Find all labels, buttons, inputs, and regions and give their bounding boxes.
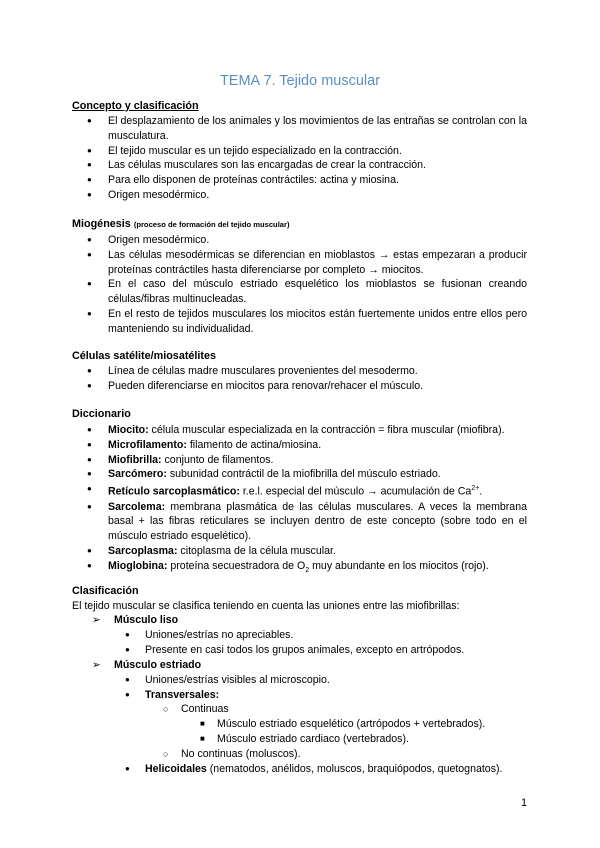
list-item: ■ Músculo estriado cardiaco (vertebrados). xyxy=(217,732,409,747)
definition-item: ● Miocito: célula muscular especializada en la contracción = fibra muscular (miofibra). xyxy=(72,423,527,438)
arrow-item-estriado: ➢ Músculo estriado xyxy=(92,659,202,671)
list-item-no-continuas: ○ No continuas (moluscos). xyxy=(181,747,301,762)
definition-item: ● Miofibrilla: conjunto de filamentos. xyxy=(72,453,527,468)
list-item: ● Las células musculares son las encargadas de crear la contracción. xyxy=(72,158,527,173)
arrow-icon: ➢ xyxy=(92,614,101,626)
section-heading-miogenesis xyxy=(72,218,290,230)
list-item: ● El tejido muscular es un tejido especializado en la contracción. xyxy=(72,144,527,159)
list-diccionario xyxy=(72,423,527,579)
arrow-item-liso: ➢ Músculo liso xyxy=(92,614,179,626)
definition-item: ● Microfilamento: filamento de actina/miosina. xyxy=(72,438,527,453)
list-item: ● Pueden diferenciarse en miocitos para renovar/rehacer el músculo. xyxy=(72,379,527,394)
list-item-transversales: ● Transversales: xyxy=(145,688,219,703)
definition-item: ● Sarcoplasma: citoplasma de la célula muscular. xyxy=(72,544,527,559)
list-item: ● Uniones/estrías visibles al microscopio. xyxy=(145,673,330,688)
definition-item: ● Mioglobina: proteína secuestradora de $O_2$ muy abundante en los miocitos (rojo). xyxy=(72,559,527,579)
heading-text: Miogénesis xyxy=(72,218,131,230)
list-item: ● Origen mesodérmico. xyxy=(72,233,527,248)
list-item: ● Uniones/estrías no apreciables. xyxy=(145,628,293,643)
page-number: 1 xyxy=(521,797,528,809)
list-miogenesis xyxy=(72,233,527,337)
page-title: TEMA 7. Tejido muscular xyxy=(219,73,381,89)
list-item: ■ Músculo estriado esquelético (artrópodos + vertebrados). xyxy=(217,717,485,732)
list-item: ● Para ello disponen de proteínas contráctiles: actina y miosina. xyxy=(72,173,527,188)
section-heading-clasificacion: Clasificación xyxy=(72,585,139,597)
list-satelite xyxy=(72,364,527,394)
list-item: ● Origen mesodérmico. xyxy=(72,188,527,203)
list-item-helicoidales: ● Helicoidales (nematodos, anélidos, moluscos, braquiópodos, quetognatos). xyxy=(145,762,502,777)
arrow-icon: ➢ xyxy=(92,659,101,671)
definition-item: ● Retículo sarcoplasmático: r.e.l. especial del músculo → acumulación de $Ca^{2+}$. xyxy=(72,482,527,499)
definition-item: ● Sarcolema: membrana plasmática de las células musculares. A veces la membrana basal + las fibras reticulares se incluyen dentro de este concepto (sobre todo en el músculo estriado esquelético). xyxy=(72,500,527,544)
list-item: ● El desplazamiento de los animales y los movimientos de las entrañas se controlan con la musculatura. xyxy=(72,114,527,144)
section-heading-diccionario: Diccionario xyxy=(72,408,131,420)
list-item-continuas: ○ Continuas xyxy=(181,702,229,717)
definition-item: ● Sarcómero: subunidad contráctil de la miofibrilla del músculo estriado. xyxy=(72,467,527,482)
heading-note: (proceso de formación del tejido muscular) xyxy=(133,220,290,229)
section-heading-satelite: Células satélite/miosatélites xyxy=(72,350,217,362)
list-item: ● En el resto de tejidos musculares los miocitos están fuertemente unidos entre ellos pero manteniendo su individualidad. xyxy=(72,307,527,337)
list-item: ● Las células mesodérmicas se diferencian en mioblastos → estas empezaran a producir proteínas contráctiles hasta diferenciarse por completo → miocitos. xyxy=(72,248,527,278)
list-concepto xyxy=(72,114,527,203)
list-item: ● En el caso del músculo estriado esquelético los mioblastos se fusionan creando células/fibras multinucleadas. xyxy=(72,277,527,307)
list-item: ● Línea de células madre musculares provenientes del mesodermo. xyxy=(72,364,527,379)
clasificacion-intro: El tejido muscular se clasifica teniendo en cuenta las uniones entre las miofibrillas: xyxy=(72,600,460,612)
list-item: ● Presente en casi todos los grupos animales, excepto en artrópodos. xyxy=(145,643,464,658)
section-heading-concepto: Concepto y clasificación xyxy=(72,100,199,112)
